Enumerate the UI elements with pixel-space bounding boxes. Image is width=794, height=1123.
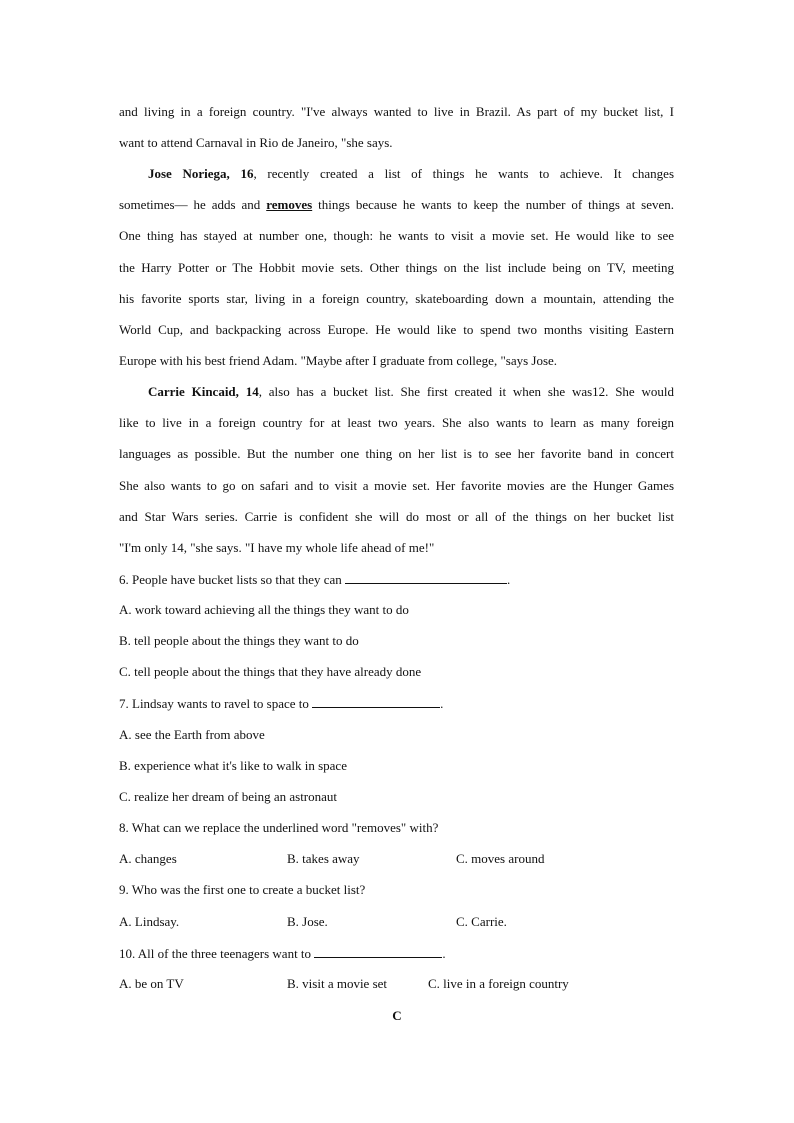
- question-6-option-a[interactable]: A. work toward achieving all the things they want to do: [119, 602, 409, 617]
- paragraph-carrie-line: [119, 444, 674, 464]
- answer-blank[interactable]: [312, 693, 440, 708]
- passage-text: like to live in a foreign country for at least two years. She also wants to learn as many foreign: [119, 415, 674, 430]
- passage-text: sometimes— he adds and: [119, 197, 267, 212]
- passage-text: his favorite sports star, living in a foreign country, skateboarding down a mountain, attending the: [119, 291, 674, 306]
- question-9-option-c[interactable]: C. Carrie.: [456, 914, 507, 929]
- paragraph-jose-line: [119, 289, 674, 309]
- question-9-option-a[interactable]: A. Lindsay.: [119, 914, 180, 929]
- paragraph-carrie-line: [119, 538, 674, 558]
- passage-text: She also wants to go on safari and to visit a movie set. Her favorite movies are the Hunger Games: [119, 478, 674, 493]
- passage-text: the Harry Potter or The Hobbit movie sets. Other things on the list include being on TV, meeting: [119, 260, 674, 275]
- question-text: 10. All of the three teenagers want to: [119, 946, 315, 961]
- passage-text: things because he wants to keep the number of things at seven.: [312, 197, 674, 212]
- question-8-option-c[interactable]: C. moves around: [456, 851, 545, 866]
- passage-text: languages as possible. But the number one thing on her list is to see her favorite band in concert: [119, 446, 674, 461]
- question-10-option-b[interactable]: B. visit a movie set: [287, 976, 388, 991]
- passage-text: , also has a bucket list. She first created it when she was12. She would: [258, 384, 674, 399]
- question-7-option-c[interactable]: C. realize her dream of being an astronaut: [119, 789, 338, 804]
- paragraph-jose-line: [119, 320, 674, 340]
- question-6-option-b[interactable]: B. tell people about the things they want to do: [119, 633, 359, 648]
- question-8-option-a[interactable]: A. changes: [119, 851, 177, 866]
- answer-blank[interactable]: [314, 943, 442, 958]
- passage-line: [119, 133, 674, 153]
- question-7-stem: [119, 693, 674, 714]
- underlined-word-removes: removes: [266, 197, 313, 212]
- question-text: .: [507, 572, 511, 587]
- question-10-option-a[interactable]: A. be on TV: [119, 976, 184, 991]
- passage-text: "I'm only 14, "she says. "I have my whole life ahead of me!": [119, 540, 435, 555]
- passage-text: and living in a foreign country. "I've always wanted to live in Brazil. As part of my bucket list, I: [119, 104, 674, 119]
- paragraph-carrie-line: [119, 413, 674, 433]
- question-8-option-b[interactable]: B. takes away: [287, 851, 360, 866]
- question-text: 7. Lindsay wants to ravel to space to: [119, 696, 313, 711]
- passage-line: [119, 102, 674, 122]
- passage-text: want to attend Carnaval in Rio de Janeiro, "she says.: [119, 135, 393, 150]
- question-10-option-c[interactable]: C. live in a foreign country: [428, 976, 569, 991]
- paragraph-carrie-line: [148, 382, 674, 402]
- question-text: 6. People have bucket lists so that they can: [119, 572, 346, 587]
- person-name-carrie: Carrie Kincaid, 14: [148, 384, 259, 399]
- passage-text: Europe with his best friend Adam. "Maybe after I graduate from college, "says Jose.: [119, 353, 558, 368]
- paragraph-jose-line: [119, 226, 674, 246]
- passage-text: , recently created a list of things he wants to achieve. It changes: [253, 166, 675, 181]
- question-7-option-a[interactable]: A. see the Earth from above: [119, 727, 265, 742]
- passage-text: and Star Wars series. Carrie is confident she will do most or all of the things on her bucket list: [119, 509, 674, 524]
- question-9-option-b[interactable]: B. Jose.: [287, 914, 328, 929]
- question-7-option-b[interactable]: B. experience what it's like to walk in space: [119, 758, 347, 773]
- paragraph-carrie-line: [119, 476, 674, 496]
- question-10-stem: [119, 943, 674, 964]
- question-6-stem: [119, 569, 674, 590]
- paragraph-jose-line: [119, 351, 674, 371]
- passage-text: One thing has stayed at number one, though: he wants to visit a movie set. He would like to see: [119, 228, 674, 243]
- paragraph-carrie-line: [119, 507, 674, 527]
- answer-blank[interactable]: [345, 569, 507, 584]
- section-heading-c: C: [392, 1008, 402, 1023]
- question-9-stem: 9. Who was the first one to create a bucket list?: [119, 882, 366, 897]
- passage-text: World Cup, and backpacking across Europe. He would like to spend two months visiting Eastern: [119, 322, 674, 337]
- question-6-option-c[interactable]: C. tell people about the things that they have already done: [119, 664, 422, 679]
- paragraph-jose-line: [148, 164, 674, 184]
- paragraph-jose-line: [119, 258, 674, 278]
- question-8-stem: 8. What can we replace the underlined word "removes" with?: [119, 820, 439, 835]
- question-text: .: [442, 946, 446, 961]
- question-text: .: [440, 696, 444, 711]
- paragraph-jose-line: [119, 195, 674, 215]
- person-name-jose: Jose Noriega, 16: [148, 166, 254, 181]
